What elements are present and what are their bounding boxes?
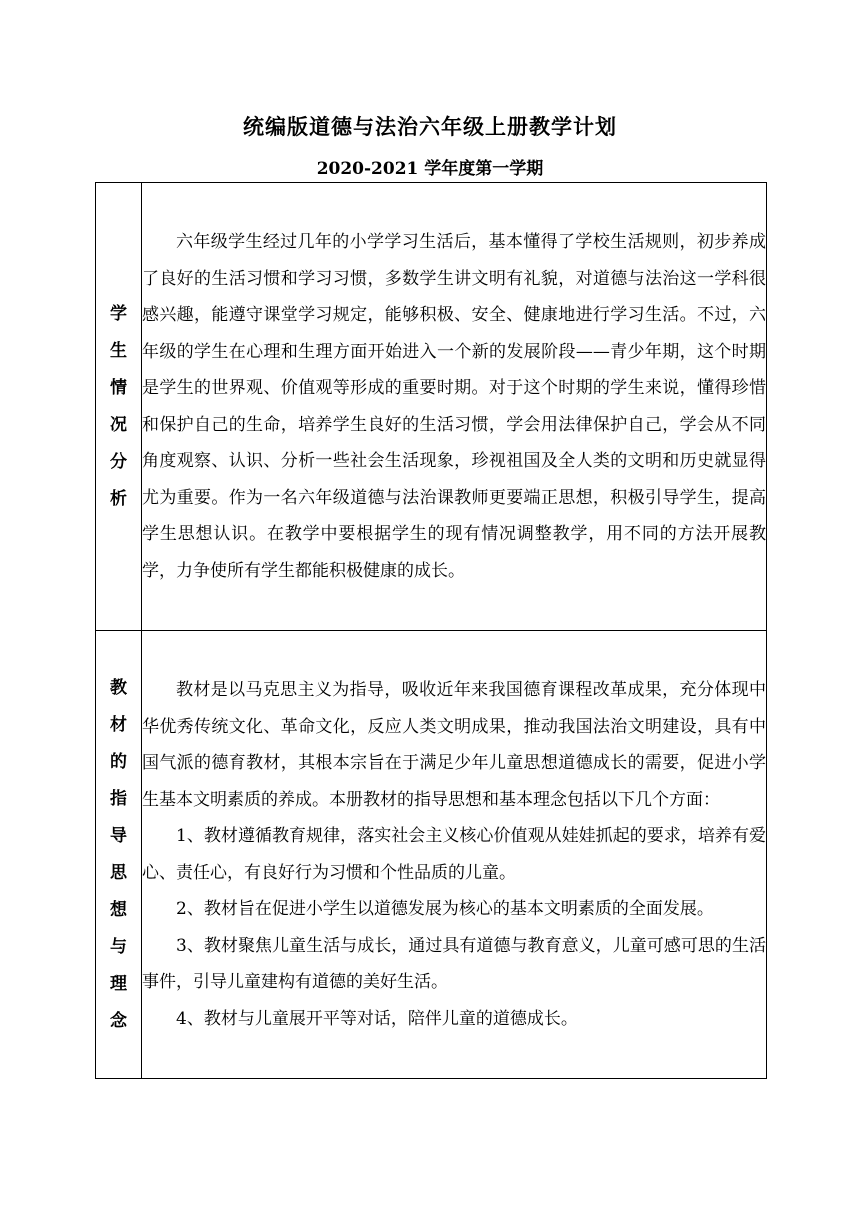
table-row-textbook-philosophy bbox=[96, 631, 767, 1079]
paragraph: 2、教材旨在促进小学生以道德发展为核心的基本文明素质的全面发展。 bbox=[176, 899, 714, 919]
section-label-cell bbox=[96, 631, 142, 1079]
section-content-cell bbox=[142, 183, 767, 631]
paragraph: 1、教材遵循教育规律，落实社会主义核心价值观从娃娃抓起的要求，培养有爱心、责任心，有良好行为习惯和个性品质的儿童。 bbox=[142, 826, 766, 883]
section-label-student-analysis: 学生情况分析 bbox=[110, 303, 127, 509]
paragraph: 4、教材与儿童展开平等对话，陪伴儿童的道德成长。 bbox=[176, 1008, 578, 1029]
section-content-cell bbox=[142, 631, 767, 1079]
paragraph: 教材是以马克思主义为指导，吸收近年来我国德育课程改革成果，充分体现中华优秀传统文化、革命文化，反应人类文明成果，推动我国法治文明建设，具有中国气派的德育教材，其根本宗旨在于满足少年儿童思想道德成长的需要，促进小学生基本文明素质的养成。本册教材的指导思想和基本理念包括以下几个方面： bbox=[142, 680, 766, 810]
plan-table bbox=[95, 182, 767, 1079]
table-row-student-analysis bbox=[96, 183, 767, 631]
paragraph: 六年级学生经过几年的小学学习生活后，基本懂得了学校生活规则，初步养成了良好的生活习惯和学习习惯，多数学生讲文明有礼貌，对道德与法治这一学科很感兴趣，能遵守课堂学习规定，能够积极、安全、健康地进行学习生活。不过，六年级的学生在心理和生理方面开始进入一个新的发展阶段——青少年期，这个时期是学生的世界观、价值观等形成的重要时期。对于这个时期的学生来说，懂得珍惜和保护自己的生命，培养学生良好的生活习惯，学会用法律保护自己，学会从不同角度观察、认识、分析一些社会生活现象，珍视祖国及全人类的文明和历史就显得尤为重要。作为一名六年级道德与法治课教师更要端正思想，积极引导学生，提高学生思想认识。在教学中要根据学生的现有情况调整教学，用不同的方法开展教学，力争使所有学生都能积极健康的成长。 bbox=[142, 232, 766, 581]
document-title: 统编版道德与法治六年级上册教学计划 bbox=[243, 114, 617, 139]
section-label-cell bbox=[96, 183, 142, 631]
section-label-textbook-philosophy: 教材的指导思想与理念 bbox=[110, 677, 127, 1031]
document-subtitle: 2020-2021 学年度第一学期 bbox=[316, 159, 544, 179]
paragraph: 3、教材聚焦儿童生活与成长，通过具有道德与教育意义，儿童可感可思的生活事件，引导儿童建构有道德的美好生活。 bbox=[142, 935, 766, 992]
